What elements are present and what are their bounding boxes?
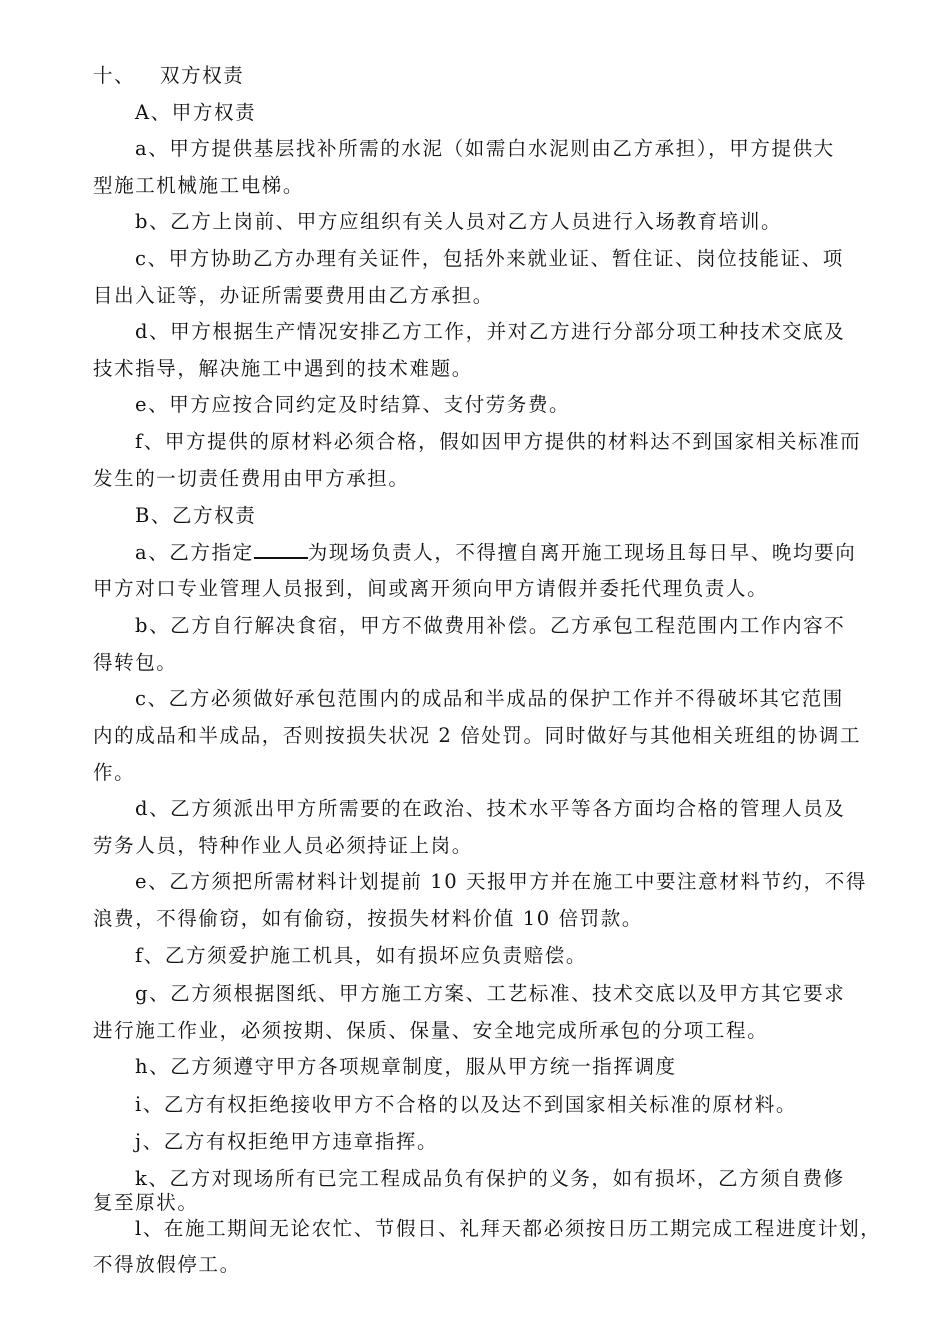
party-a-clause-d-line1: d、甲方根据生产情况安排乙方工作，并对乙方进行分部分项工种技术交底及 [135, 320, 846, 343]
party-a-heading: A、甲方权责 [135, 101, 257, 124]
party-b-clause-b-line1: b、乙方自行解决食宿，甲方不做费用补偿。乙方承包工程范围内工作内容不 [135, 614, 846, 637]
party-b-heading: B、乙方权责 [135, 504, 257, 527]
party-b-clause-a-line1 [135, 541, 856, 565]
party-b-clause-k-line1: k、乙方对现场所有已完工程成品负有保护的义务，如有损坏，乙方须自费修 [135, 1167, 845, 1190]
party-b-clause-g-line2: 进行施工作业，必须按期、保质、保量、安全地完成所承包的分项工程。 [93, 1019, 769, 1042]
party-b-clause-i: i、乙方有权拒绝接收甲方不合格的以及达不到国家相关标准的原材料。 [135, 1093, 797, 1116]
party-b-clause-c-line3: 作。 [93, 761, 136, 784]
party-b-clause-h: h、乙方须遵守甲方各项规章制度，服从甲方统一指挥调度 [135, 1055, 677, 1078]
party-b-clause-g-line1: g、乙方须根据图纸、甲方施工方案、工艺标准、技术交底以及甲方其它要求 [135, 982, 846, 1005]
party-a-clause-c-line2: 目出入证等，办证所需要费用由乙方承担。 [93, 284, 494, 307]
section-number: 十、 [93, 64, 136, 87]
party-b-clause-a-line2: 甲方对口专业管理人员报到，间或离开须向甲方请假并委托代理负责人。 [93, 577, 769, 600]
clause-a-prefix: a、乙方指定 [135, 541, 254, 564]
party-b-clause-j: j、乙方有权拒绝甲方违章指挥。 [135, 1130, 439, 1153]
party-b-clause-c-line2: 内的成品和半成品，否则按损失状况 2 倍处罚。同时做好与其他相关班组的协调工 [93, 724, 862, 747]
clause-a-suffix: 为现场负责人，不得擅自离开施工现场且每日早、晚均要向 [307, 541, 857, 564]
party-a-clause-f-line2: 发生的一切责任费用由甲方承担。 [93, 467, 410, 490]
section-title: 双方权责 [160, 64, 245, 87]
party-b-clause-e-line1: e、乙方须把所需材料计划提前 10 天报甲方并在施工中要注意材料节约，不得 [135, 870, 867, 893]
party-b-clause-d-line1: d、乙方须派出甲方所需要的在政治、技术水平等各方面均合格的管理人员及 [135, 797, 846, 820]
party-a-clause-e: e、甲方应按合同约定及时结算、支付劳务费。 [135, 393, 571, 416]
party-b-clause-k-line2: 复至原状。 [93, 1191, 199, 1214]
party-a-clause-f-line1: f、甲方提供的原材料必须合格，假如因甲方提供的材料达不到国家相关标准而 [135, 430, 862, 453]
party-a-clause-d-line2: 技术指导，解决施工中遇到的技术难题。 [93, 357, 473, 380]
party-b-clause-f: f、乙方须爱护施工机具，如有损坏应负责赔偿。 [135, 944, 587, 967]
party-b-clause-e-line2: 浪费，不得偷窃，如有偷窃，按损失材料价值 10 倍罚款。 [93, 907, 644, 930]
party-b-clause-b-line2: 得转包。 [93, 651, 178, 674]
manager-name-blank [254, 541, 308, 559]
party-a-clause-a-line1: a、甲方提供基层找补所需的水泥（如需白水泥则由乙方承担），甲方提供大 [135, 137, 835, 160]
party-a-clause-c-line1: c、甲方协助乙方办理有关证件，包括外来就业证、暂住证、岗位技能证、项 [135, 247, 844, 270]
party-a-clause-b: b、乙方上岗前、甲方应组织有关人员对乙方人员进行入场教育培训。 [135, 210, 783, 233]
party-b-clause-d-line2: 劳务人员，特种作业人员必须持证上岗。 [93, 834, 473, 857]
party-a-clause-a-line2: 型施工机械施工电梯。 [93, 174, 305, 197]
party-b-clause-l-line2: 不得放假停工。 [93, 1253, 241, 1276]
party-b-clause-c-line1: c、乙方必须做好承包范围内的成品和半成品的保护工作并不得破坏其它范围 [135, 687, 844, 710]
party-b-clause-l-line1: l、在施工期间无论农忙、节假日、礼拜天都必须按日历工期完成工程进度计划， [135, 1217, 882, 1240]
